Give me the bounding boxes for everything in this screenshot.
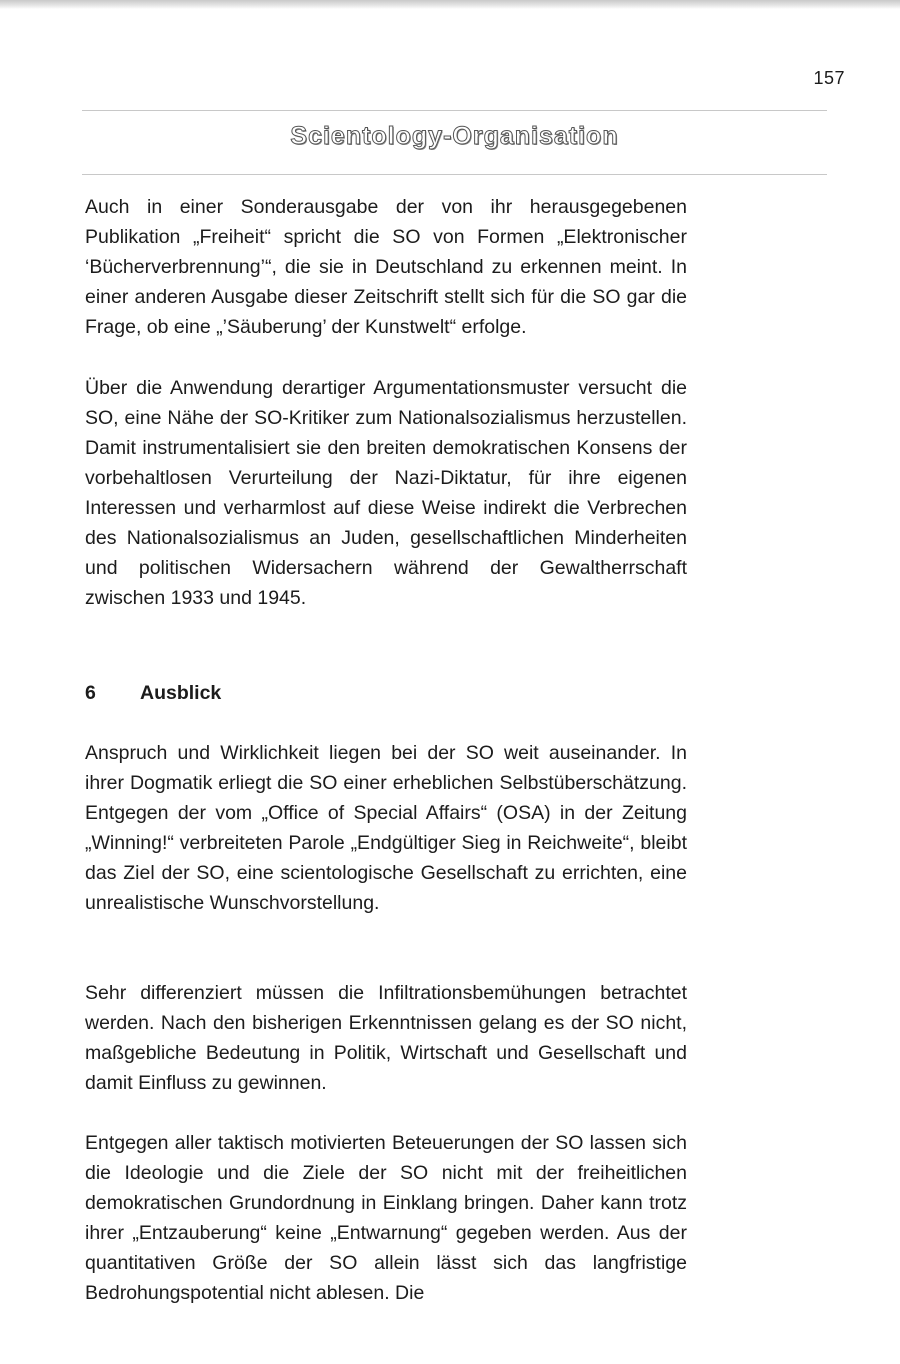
scan-edge-shadow bbox=[0, 0, 900, 9]
section-heading bbox=[85, 678, 221, 708]
body-paragraph: Über die Anwendung derartiger Argumentationsmuster versucht die SO, eine Nähe der SO-Kritiker zum Nationalsozialismus herzustellen. Damit instrumentalisiert sie den breiten demokratischen Konsens der vorbehaltlosen Verurteilung der Nazi-Diktatur, für ihre eigenen Interessen und verharmlost auf diese Weise indirekt die Verbrechen des Nationalsozialismus an Juden, gesellschaftlichen Minderheiten und politischen Widersachern während der Gewaltherrschaft zwischen 1933 und 1945. bbox=[85, 377, 687, 609]
header-rule-top bbox=[82, 110, 827, 111]
section-number: 6 bbox=[85, 682, 96, 704]
body-paragraph: Entgegen aller taktisch motivierten Beteuerungen der SO lassen sich die Ideologie und die Ziele der SO nicht mit der freiheitlichen demokratischen Grundordnung in Einklang bringen. Daher kann trotz ihrer „Entzauberung“ keine „Entwarnung“ gegeben werden. Aus der quantitativen Größe der SO allein lässt sich das langfristige Bedrohungspotential nicht ablesen. Die bbox=[85, 1132, 687, 1304]
header-rule-bottom bbox=[82, 174, 827, 175]
running-header: Scientology-Organisation bbox=[290, 122, 619, 150]
body-paragraph: Sehr differenziert müssen die Infiltrationsbemühungen betrachtet werden. Nach den bisherigen Erkenntnissen gelang es der SO nicht, maßgebliche Bedeutung in Politik, Wirtschaft und Gesellschaft und damit Einfluss zu gewinnen. bbox=[85, 982, 687, 1094]
body-paragraph: Auch in einer Sonderausgabe der von ihr herausgegebenen Publikation „Freiheit“ spricht die SO von Formen „Elektronischer ‘Bücherverbrennung’“, die sie in Deutschland zu erkennen meint. In einer anderen Ausgabe dieser Zeitschrift stellt sich für die SO gar die Frage, ob eine „’Säuberung’ der Kunstwelt“ erfolge. bbox=[85, 196, 687, 338]
page-number: 157 bbox=[813, 68, 845, 88]
body-paragraph: Anspruch und Wirklichkeit liegen bei der SO weit auseinander. In ihrer Dogmatik erliegt die SO einer erheblichen Selbstüberschätzung. Entgegen der vom „Office of Special Affairs“ (OSA) in der Zeitung „Winning!“ verbreiteten Parole „Endgültiger Sieg in Reichweite“, bleibt das Ziel der SO, eine scientologische Gesellschaft zu errichten, eine unrealistische Wunschvorstellung. bbox=[85, 742, 687, 914]
section-title: Ausblick bbox=[140, 682, 222, 704]
